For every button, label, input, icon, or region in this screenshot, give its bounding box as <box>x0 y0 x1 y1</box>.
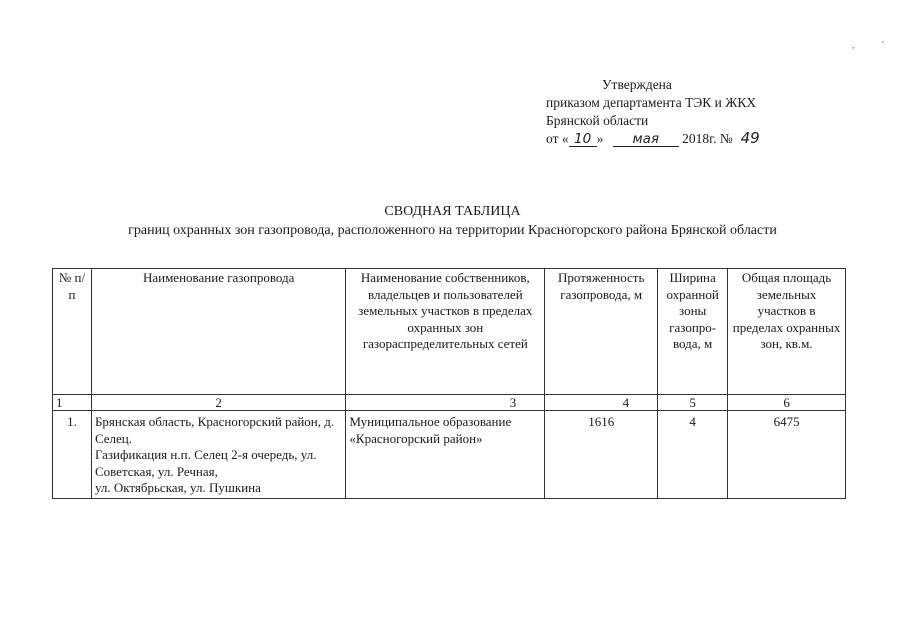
pipeline-name <box>91 411 345 499</box>
zone-width: 4 <box>658 411 728 499</box>
header-zone-width: Ширина охранной зоны газопро-вода, м <box>658 269 728 395</box>
owner-type: Муниципальное образование <box>349 414 512 429</box>
pipeline-streets: ул. Октябрьская, ул. Пушкина <box>94 480 261 495</box>
column-number: 1 <box>53 395 92 411</box>
approval-title: Утверждена <box>602 77 672 92</box>
document-title <box>0 202 905 240</box>
approval-region-line: Брянской области <box>546 113 649 128</box>
pipeline-length: 1616 <box>545 411 658 499</box>
column-number: 2 <box>91 395 345 411</box>
approval-stamp <box>546 76 846 148</box>
date-quote-close: » <box>596 131 604 146</box>
column-number: 4 <box>545 395 658 411</box>
owner-title: «Красногорский район» <box>349 430 483 446</box>
approval-order-line: приказом департамента ТЭК и ЖКХ <box>546 95 757 110</box>
column-number: 3 <box>346 395 545 411</box>
table-heading: СВОДНАЯ ТАБЛИЦА <box>384 204 521 219</box>
approval-month: мая <box>613 132 679 147</box>
table-row <box>53 411 846 499</box>
header-row <box>53 269 846 395</box>
header-area: Общая площадь земельных участков в пределах охранных зон, кв.м. <box>728 269 846 395</box>
approval-date-line <box>546 130 846 148</box>
page-mark: , <box>852 40 855 51</box>
date-prefix: от « <box>546 131 569 146</box>
table-subheading: границ охранных зон газопровода, расположенного на территории Красногорского района Брянской области <box>128 223 777 238</box>
column-number: 5 <box>658 395 728 411</box>
row-number: 1. <box>53 411 92 499</box>
header-owners: Наименование собственников, владельцев и пользователей земельных участков в пределах охранных зон газораспределительных сетей <box>346 269 545 395</box>
header-length: Протяженность газопровода, м <box>545 269 658 395</box>
summary-table <box>52 268 846 499</box>
approval-number: 49 <box>740 129 760 147</box>
header-number: № п/п <box>53 269 92 395</box>
owner-name <box>346 411 545 499</box>
zone-area: 6475 <box>728 411 846 499</box>
approval-day: 10 <box>569 132 597 147</box>
column-number: 6 <box>728 395 846 411</box>
page-mark: ' <box>882 40 884 51</box>
approval-year: 2018г. № <box>682 131 733 146</box>
pipeline-project: Газификация н.п. Селец 2-я очередь, ул. Советская, ул. Речная, <box>94 447 317 479</box>
column-numbers-row <box>53 395 846 411</box>
header-pipeline: Наименование газопровода <box>91 269 345 395</box>
pipeline-location: Брянская область, Красногорский район, д. Селец. <box>94 414 335 446</box>
